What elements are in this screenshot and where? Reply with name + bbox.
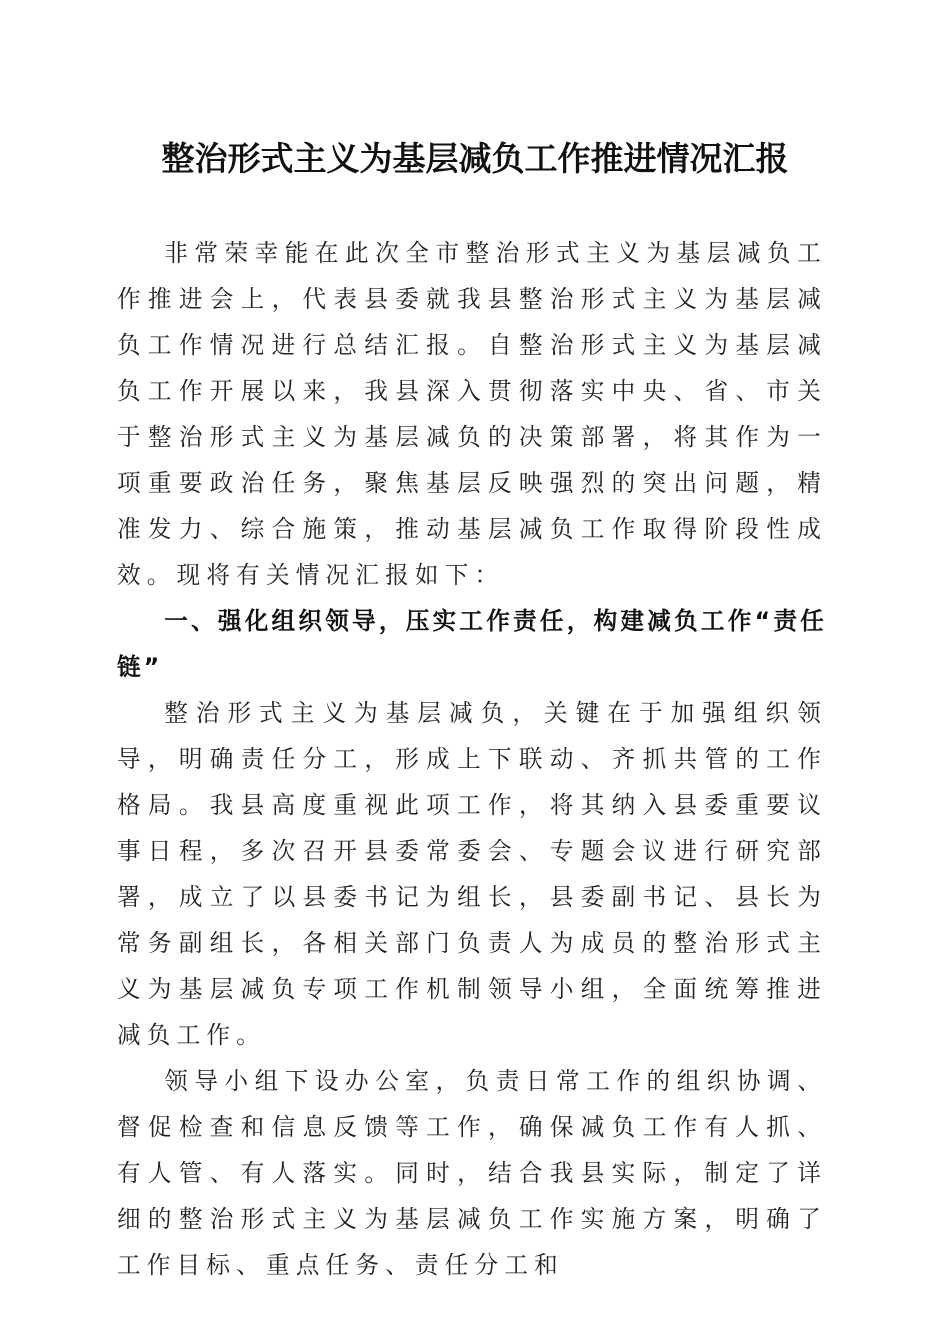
document-title: 整治形式主义为基层减负工作推进情况汇报 (161, 139, 789, 178)
section-heading-1: 一、强化组织领导，压实工作责任，构建减负工作“责任链” (117, 607, 827, 681)
document-body (117, 230, 827, 1288)
section-1-paragraph-2: 领导小组下设办公室，负责日常工作的组织协调、督促检查和信息反馈等工作，确保减负工作有人抓、有人管、有人落实。同时，结合我县实际，制定了详细的整治形式主义为基层减负工作实施方案，明确了工作目标、重点任务、责任分工和 (117, 1067, 827, 1279)
section-1-paragraph-1: 整治形式主义为基层减负，关键在于加强组织领导，明确责任分工，形成上下联动、齐抓共管的工作格局。我县高度重视此项工作，将其纳入县委重要议事日程，多次召开县委常委会、专题会议进行研究部署，成立了以县委书记为组长，县委副书记、县长为常务副组长，各相关部门负责人为成员的整治形式主义为基层减负专项工作机制领导小组，全面统筹推进减负工作。 (117, 699, 827, 1049)
intro-paragraph: 非常荣幸能在此次全市整治形式主义为基层减负工作推进会上，代表县委就我县整治形式主义为基层减负工作情况进行总结汇报。自整治形式主义为基层减负工作开展以来，我县深入贯彻落实中央、省、市关于整治形式主义为基层减负的决策部署，将其作为一项重要政治任务，聚焦基层反映强烈的突出问题，精准发力、综合施策，推动基层减负工作取得阶段性成效。现将有关情况汇报如下： (117, 239, 827, 589)
